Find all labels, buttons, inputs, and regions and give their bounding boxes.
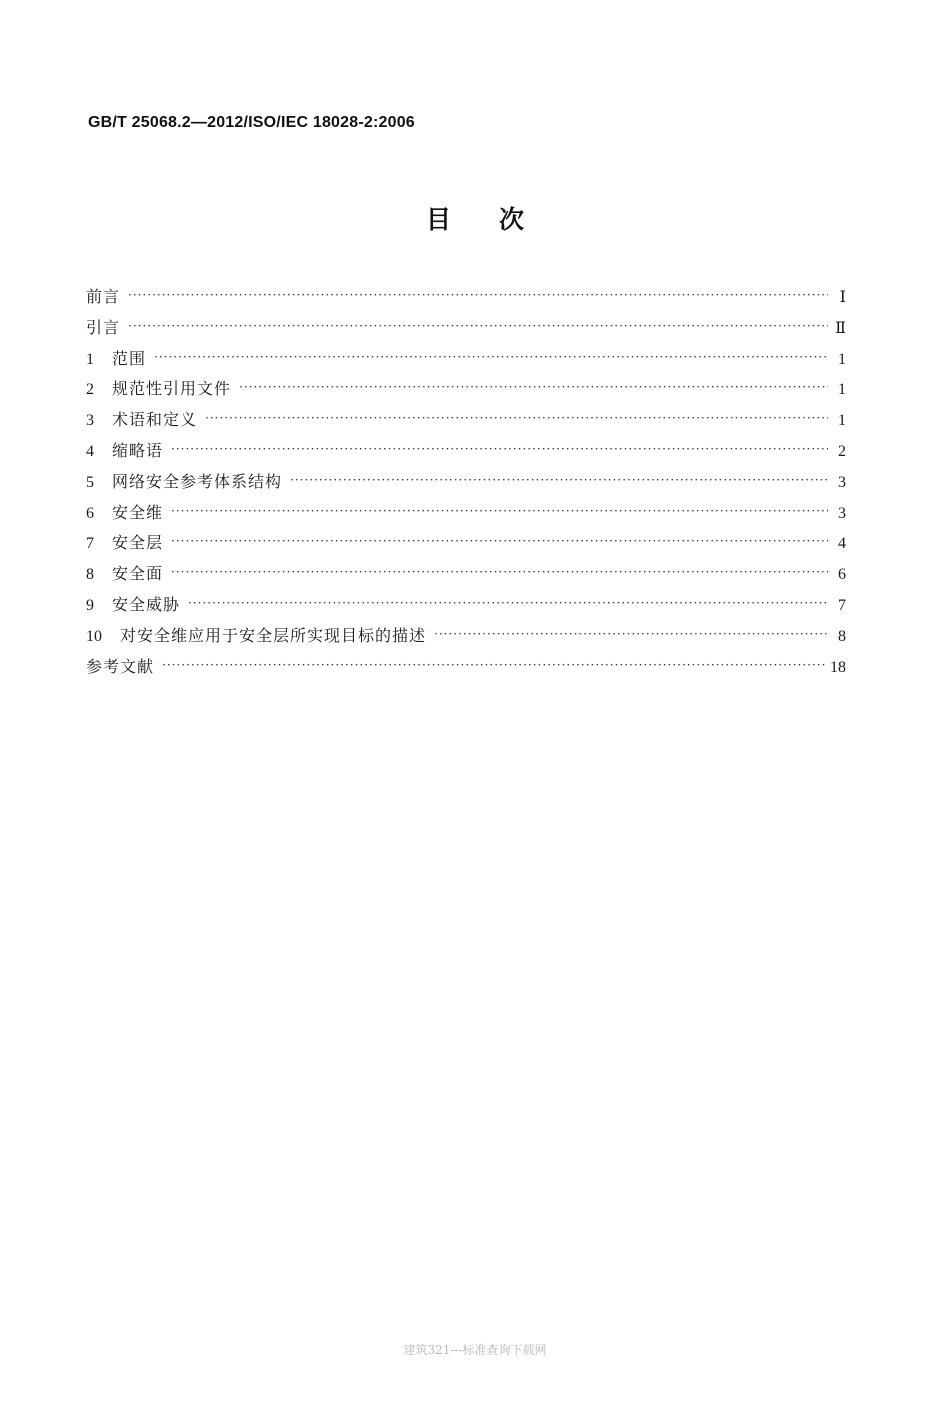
toc-entry-9[interactable] [86, 590, 846, 621]
toc-entry-introduction[interactable] [86, 313, 846, 344]
toc-entry-5[interactable] [86, 467, 846, 498]
toc-page-number: 6 [838, 566, 846, 584]
page-title: 目次 [425, 205, 572, 234]
toc-leader-dots [162, 650, 826, 681]
toc-page-number: 1 [838, 381, 846, 399]
toc-entry-label: 前言 [86, 287, 121, 306]
toc-entry-label: 安全层 [112, 533, 164, 553]
toc-entry-3[interactable] [86, 405, 846, 436]
toc-leader-dots [171, 526, 828, 557]
toc-entry-label: 引言 [86, 317, 121, 337]
toc-leader-dots [154, 342, 828, 373]
toc-entry-label: 安全维 [112, 502, 164, 522]
toc-page-number: Ⅰ [839, 289, 846, 306]
toc-page-number: 1 [838, 412, 846, 430]
toc-leader-dots [434, 619, 828, 650]
toc-entry-4[interactable] [86, 436, 846, 467]
toc-entry-label: 对安全维应用于安全层所实现目标的描述 [120, 625, 427, 645]
toc-entry-label: 安全面 [112, 564, 164, 584]
toc-entry-label: 范围 [112, 348, 147, 368]
toc-entry-number: 10 [86, 627, 102, 645]
footer-watermark: 建筑321---标准查询下载网 [403, 1343, 547, 1357]
toc-leader-dots [171, 434, 828, 465]
standard-code: GB/T 25068.2—2012/ISO/IEC 18028-2:2006 [88, 114, 415, 131]
toc-leader-dots [128, 311, 828, 342]
table-of-contents [86, 282, 846, 682]
toc-entry-number: 3 [86, 412, 94, 430]
toc-entry-8[interactable] [86, 559, 846, 590]
toc-entry-label: 安全威胁 [112, 594, 181, 614]
toc-page-number: 18 [830, 658, 846, 676]
toc-entry-label: 术语和定义 [112, 410, 198, 430]
toc-page-number: 8 [838, 627, 846, 645]
toc-entry-label: 参考文献 [86, 656, 155, 676]
toc-entry-number: 4 [86, 442, 94, 460]
toc-leader-dots [188, 588, 828, 619]
toc-leader-dots [290, 465, 828, 496]
toc-entry-2[interactable] [86, 374, 846, 405]
toc-entry-references[interactable] [86, 652, 846, 683]
toc-entry-number: 8 [86, 566, 94, 584]
toc-page-number: 1 [838, 350, 846, 368]
toc-leader-dots [128, 280, 828, 311]
toc-entry-label: 网络安全参考体系结构 [112, 471, 283, 491]
toc-leader-dots [171, 496, 828, 527]
toc-entry-number: 6 [86, 504, 94, 522]
toc-entry-7[interactable] [86, 528, 846, 559]
toc-entry-6[interactable] [86, 498, 846, 529]
toc-entry-10[interactable] [86, 621, 846, 652]
toc-page-number: 3 [838, 473, 846, 491]
toc-entry-number: 2 [86, 381, 94, 399]
toc-entry-label: 缩略语 [112, 440, 164, 460]
toc-entry-number: 7 [86, 535, 94, 553]
toc-entry-label: 规范性引用文件 [112, 379, 232, 399]
toc-entry-foreword[interactable] [86, 282, 846, 313]
toc-leader-dots [239, 372, 828, 403]
toc-page-number: 3 [838, 504, 846, 522]
toc-entry-1[interactable] [86, 344, 846, 375]
toc-entry-number: 1 [86, 350, 94, 368]
toc-leader-dots [205, 403, 828, 434]
toc-entry-number: 5 [86, 473, 94, 491]
toc-leader-dots [171, 557, 828, 588]
toc-page-number: 2 [838, 442, 846, 460]
toc-entry-number: 9 [86, 596, 94, 614]
toc-page-number: 4 [838, 535, 846, 553]
toc-page-number: 7 [838, 596, 846, 614]
toc-page-number: Ⅱ [835, 319, 846, 337]
